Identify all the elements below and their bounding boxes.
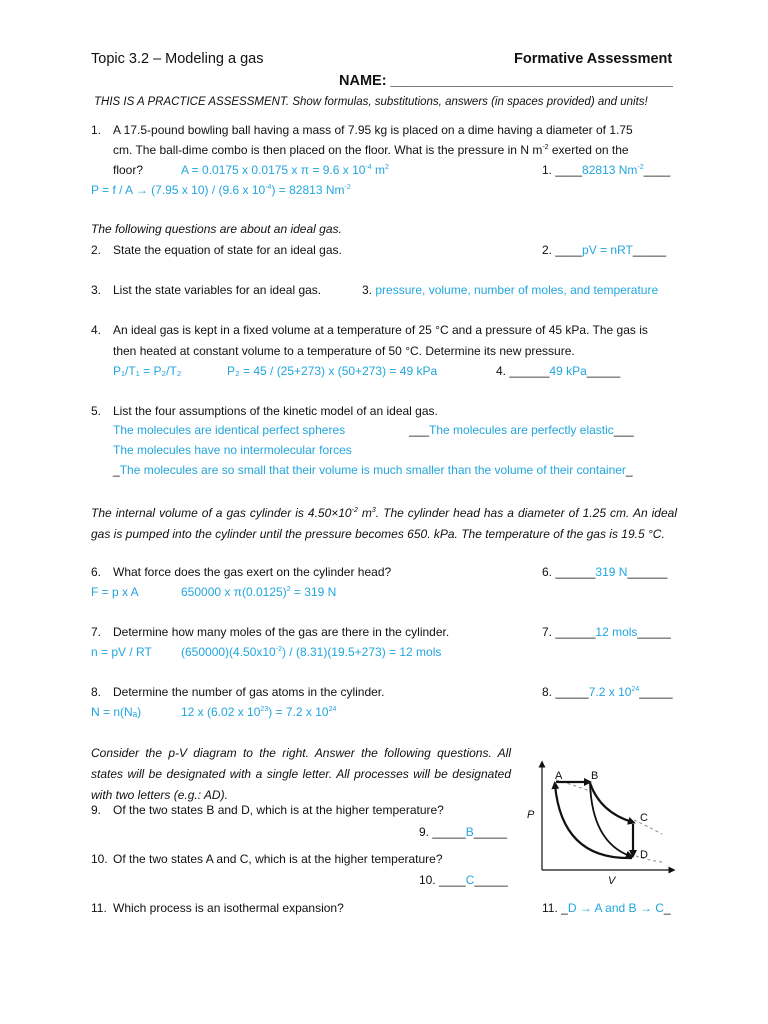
q10-number: 10. <box>91 852 108 866</box>
q5-assumption-1: The molecules are identical perfect spheres <box>113 423 346 437</box>
q5-number: 5. <box>91 404 102 418</box>
state-a-label: A <box>555 770 563 782</box>
q7-work-calc: $(650000)(4.50x10^{-2}) / (8.31)(19.5+273) = 12$ mols <box>181 645 442 659</box>
q8-work-calc: 12 x (6.02 x $10^{23}) = 7.2$ x $10^{24}$ <box>181 705 337 719</box>
q1-line3: floor? <box>113 163 144 177</box>
state-d-label: D <box>640 849 648 861</box>
q6-work-calc: 650000 x $\pi(0.0125)^2 = 319$ N <box>181 585 337 599</box>
q11-number: 11. <box>91 901 107 915</box>
q11-answer: 11. _D → A and B → C_ <box>542 901 671 915</box>
topic-title: Topic 3.2 – Modeling a gas <box>91 51 264 67</box>
q11-text: Which process is an isothermal expansion? <box>113 901 344 915</box>
q3-answer: 3. pressure, volume, number of moles, and temperature <box>362 283 659 297</box>
pv-intro: Consider the p-V diagram to the right. Answer the following questions. All states will be designated with a single letter. All processes will be designated with two letters (e.g.: AD). <box>91 746 511 802</box>
q4-work-calc: P₂ = 45 / (25+273) x (50+273) = 49 kPa <box>227 364 438 378</box>
q3-number: 3. <box>91 283 102 297</box>
q8-work-formula: N = n(Nₐ) <box>91 705 142 719</box>
q5-assumption-2: ___The molecules are perfectly elastic___ <box>409 423 634 437</box>
state-c-label: C <box>640 812 648 824</box>
cylinder-intro: The internal volume of a gas cylinder is $4.50\times 10^{-2}$ $m^3$. The cylinder head has a diameter of 1.25 cm. An ideal gas is pumped into the cylinder until the pressure becomes 650. kPa. The temperature of the gas is 19.5 °C. <box>91 506 677 541</box>
q8-text: Determine the number of gas atoms in the cylinder. <box>113 685 385 699</box>
axis-p-label: P <box>527 809 535 821</box>
q1-answer: 1. ____82813 $Nm^{-2}\_\_\_\_$ <box>542 163 671 177</box>
q8-answer: 8. _____7.2 x $10^{24}\_\_\_\_\_$ <box>542 685 673 699</box>
state-b-label: B <box>591 770 599 782</box>
q1-area-work: A = 0.0175 x 0.0175 x π = 9.6 x $10^{-4}$ $m^2$ <box>181 163 389 177</box>
q4-number: 4. <box>91 323 102 337</box>
q6-number: 6. <box>91 565 102 579</box>
q7-text: Determine how many moles of the gas are there in the cylinder. <box>113 625 450 639</box>
q3-text: List the state variables for an ideal gas. <box>113 283 322 297</box>
axis-v-label: V <box>608 875 616 887</box>
assessment-label: Formative Assessment <box>514 51 673 67</box>
q2-number: 2. <box>91 243 102 257</box>
q4-answer: 4. ______49 kPa_____ <box>496 364 621 378</box>
q1-pressure-work: P = f / A → (7.95 x 10) / (9.6 x $10^{-4}) = 82813$ $Nm^{-2}$ <box>91 183 351 197</box>
q7-answer: 7. ______12 mols_____ <box>542 625 671 639</box>
q1-number: 1. <box>91 123 102 137</box>
q8-number: 8. <box>91 685 102 699</box>
q4-line1: An ideal gas is kept in a fixed volume at a temperature of 25 °C and a pressure of 45 kPa. The gas is <box>113 323 648 337</box>
q6-text: What force does the gas exert on the cylinder head? <box>113 565 392 579</box>
q9-number: 9. <box>91 803 102 817</box>
instructions: THIS IS A PRACTICE ASSESSMENT. Show formulas, substitutions, answers (in spaces provided) and units! <box>94 96 648 108</box>
q9-answer: 9. _____B_____ <box>419 825 508 839</box>
name-field-label: NAME: ___________________________________ <box>339 73 673 89</box>
q7-work-formula: n = pV / RT <box>91 645 152 659</box>
ideal-gas-intro: The following questions are about an ideal gas. <box>91 222 342 236</box>
q1-line1: A 17.5-pound bowling ball having a mass of 7.95 kg is placed on a dime having a diameter of 1.75 <box>113 123 633 137</box>
q10-text: Of the two states A and C, which is at the higher temperature? <box>113 852 443 866</box>
process-bc <box>590 783 632 822</box>
q10-answer: 10. ____C_____ <box>419 873 508 887</box>
q6-work-formula: F = p x A <box>91 585 139 599</box>
q2-answer: 2. ____pV = nRT_____ <box>542 243 667 257</box>
q5-assumption-4: _The molecules are so small that their volume is much smaller than the volume of their container_ <box>113 463 633 477</box>
q4-work-formula: P₁/T₁ = P₂/T₂ <box>113 364 182 378</box>
pv-diagram <box>522 752 682 892</box>
isotherm-c-dashed <box>634 820 662 834</box>
q1-line2: cm. The ball-dime combo is then placed on the floor. What is the pressure in N $m^{-2}$ exerted on the <box>113 143 629 157</box>
process-da <box>555 785 632 858</box>
q2-text: State the equation of state for an ideal gas. <box>113 243 342 257</box>
q7-number: 7. <box>91 625 102 639</box>
q4-line2: then heated at constant volume to a temperature of 50 °C. Determine its new pressure. <box>113 344 575 358</box>
q9-text: Of the two states B and D, which is at the higher temperature? <box>113 803 444 817</box>
q6-answer: 6. ______319 N______ <box>542 565 668 579</box>
q5-text: List the four assumptions of the kinetic model of an ideal gas. <box>113 404 438 418</box>
q5-assumption-3: The molecules have no intermolecular forces <box>113 443 352 457</box>
